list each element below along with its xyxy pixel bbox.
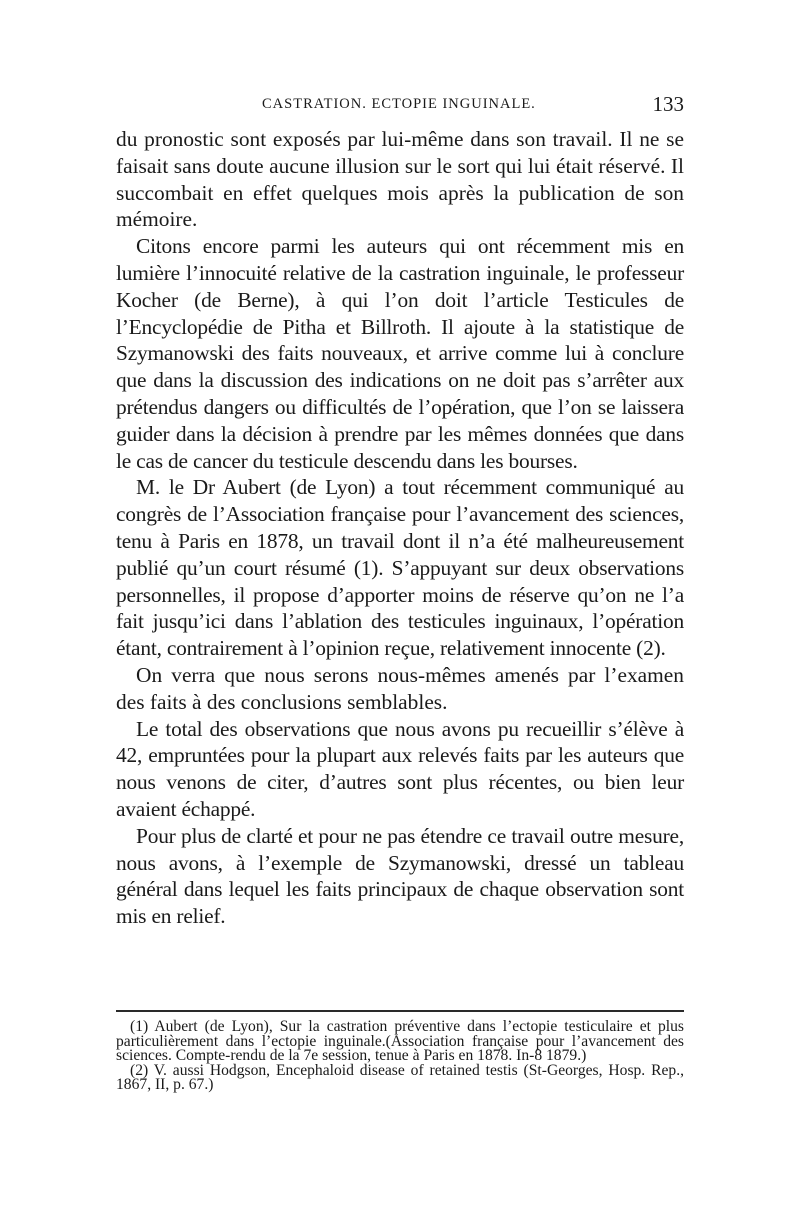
paragraph: du pronostic sont exposés par lui-même dans son travail. Il ne se faisait sans doute aucune illusion sur le sort qui lui était réservé. Il succombait en effet quelques mois après la publication de son mémoire. xyxy=(116,127,684,232)
footnote: (1) Aubert (de Lyon), Sur la castration préventive dans l’ectopie testiculaire et plus particulièrement dans l’ectopie inguinale.(Association française pour l’avancement des sciences. Compte-rendu de la 7e session, tenue à Paris en 1878. In-8 1879.) xyxy=(116,1018,684,1065)
paragraph: Pour plus de clarté et pour ne pas étendre ce travail outre mesure, nous avons, à l’exemple de Szymanowski, dressé un tableau général dans lequel les faits principaux de chaque observation sont mis en relief. xyxy=(116,823,684,929)
page-number: 133 xyxy=(652,92,684,116)
paragraph: M. le Dr Aubert (de Lyon) a tout récemment communiqué au congrès de l’Association française pour l’avancement des sciences, tenu à Paris en 1878, un travail dont il n’a été malheureusement publié qu’un court résumé (1). S’appuyant sur deux observations personnelles, il propose d’apporter moins de réserve qu’on ne l’a fait jusqu’ici dans l’ablation des testicules inguinaux, l’opération étant, contrairement à l’opinion reçue, relativement innocente (2). xyxy=(116,475,684,661)
footnotes xyxy=(116,1020,684,1093)
paragraph: On verra que nous serons nous-mêmes amenés par l’examen des faits à des conclusions semblables. xyxy=(116,662,684,714)
paragraph: Le total des observations que nous avons pu recueillir s’élève à 42, empruntées pour la plupart aux relevés faits par les auteurs que nous venons de citer, d’autres sont plus récentes, ou bien leur avaient échappé. xyxy=(116,716,684,821)
running-title: CASTRATION. ECTOPIE INGUINALE. xyxy=(262,96,536,112)
footnote-separator xyxy=(116,1010,684,1012)
body-text xyxy=(116,126,684,930)
footnote: (2) V. aussi Hodgson, Encephaloid disease of retained testis (St-Georges, Hosp. Rep., 1867, II, p. 67.) xyxy=(116,1061,684,1094)
running-header xyxy=(116,92,684,122)
paragraph: Citons encore parmi les auteurs qui ont récemment mis en lumière l’innocuité relative de la castration inguinale, le professeur Kocher (de Berne), à qui l’on doit l’article Testicules de l’Encyclopédie de Pitha et Billroth. Il ajoute à la statistique de Szymanowski des faits nouveaux, et arrive comme lui à conclure que dans la discussion des indications on ne doit pas s’arrêter aux prétendus dangers ou difficultés de l’opération, que l’on se laissera guider dans la décision à prendre par les mêmes données que dans le cas de cancer du testicule descendu dans les bourses. xyxy=(116,234,684,473)
